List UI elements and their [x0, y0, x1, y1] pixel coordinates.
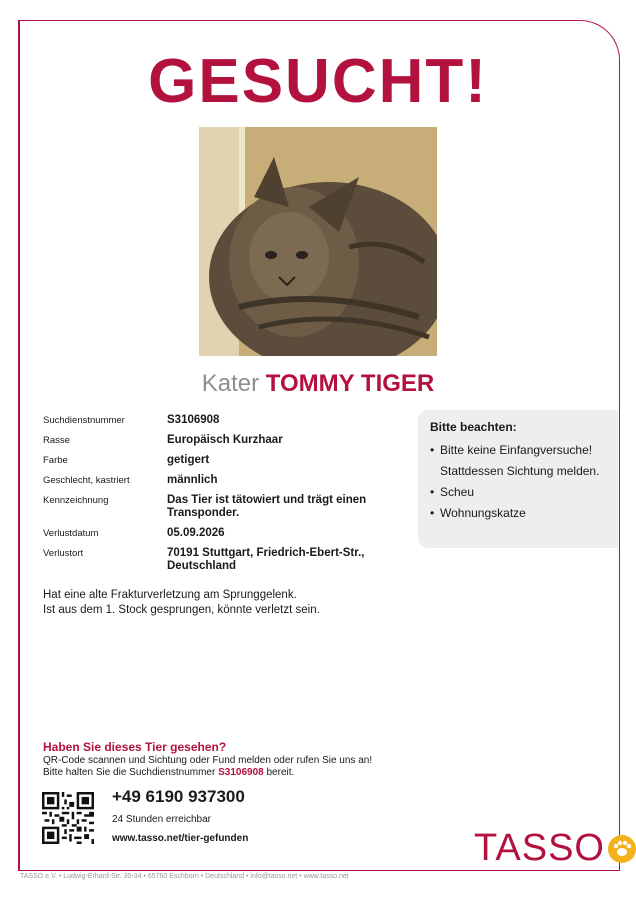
detail-label: Rasse: [43, 435, 70, 446]
detail-label: Farbe: [43, 455, 68, 466]
hours-text: 24 Stunden erreichbar: [112, 814, 211, 825]
description-line: Ist aus dem 1. Stock gesprungen, könnte verletzt sein.: [43, 604, 320, 616]
detail-label: Verlustdatum: [43, 528, 99, 539]
description: [43, 588, 543, 618]
detail-value: Europäisch Kurzhaar: [167, 434, 283, 446]
detail-label: Verlustort: [43, 548, 84, 559]
detail-row: [43, 547, 393, 573]
detail-label: Kennzeichnung: [43, 495, 109, 506]
tasso-logo: [474, 827, 636, 870]
footer-address: TASSO e.V. • Ludwig-Erhard-Str. 30-34 • 65760 Eschborn • Deutschland • info@tasso.net • www.tasso.net: [20, 873, 349, 880]
qr-code[interactable]: [42, 792, 94, 844]
phone-number[interactable]: +49 6190 937300: [112, 787, 245, 806]
call-to-action: [43, 740, 463, 779]
detail-row: [43, 474, 393, 487]
detail-value: getigert: [167, 454, 210, 466]
notice-title: Bitte beachten:: [430, 420, 517, 434]
detail-row: [43, 494, 393, 520]
notice-item: • Bitte keine Einfangversuche! Stattdessen Sichtung melden.: [430, 440, 606, 482]
detail-value: 70191 Stuttgart, Friedrich-Ebert-Str., Deutschland: [167, 547, 365, 572]
cta-text: Bitte halten Sie die Suchdienstnummer: [43, 767, 216, 778]
search-number: S3106908: [218, 767, 264, 778]
pet-details: [43, 414, 393, 580]
notice-box: [418, 410, 618, 548]
poster-frame-left: [18, 20, 20, 871]
poster-title: GESUCHT!: [148, 47, 488, 116]
notice-item: • Scheu: [430, 482, 606, 503]
detail-row: [43, 527, 393, 540]
notice-list: [430, 440, 606, 524]
detail-row: [43, 414, 393, 427]
cta-line: QR-Code scannen und Sichtung oder Fund melden oder rufen Sie uns an!: [43, 755, 373, 766]
cat-photo: [199, 127, 437, 356]
pet-kind: Kater: [201, 370, 260, 397]
detail-value: Das Tier ist tätowiert und trägt einen Transponder.: [167, 494, 367, 519]
detail-value: männlich: [167, 474, 218, 486]
notice-item: • Wohnungskatze: [430, 503, 606, 524]
cta-heading: Haben Sie dieses Tier gesehen?: [43, 740, 227, 754]
paw-icon: [607, 834, 636, 864]
cta-line: [43, 767, 463, 779]
detail-value: S3106908: [167, 414, 220, 426]
detail-label: Geschlecht, kastriert: [43, 475, 130, 486]
cta-text: bereit.: [266, 767, 295, 778]
website-link[interactable]: www.tasso.net/tier-gefunden: [112, 833, 249, 844]
logo-text: TASSO: [474, 827, 605, 869]
detail-row: [43, 434, 393, 447]
description-line: Hat eine alte Frakturverletzung am Sprunggelenk.: [43, 589, 297, 601]
detail-label: Suchdienstnummer: [43, 415, 125, 426]
detail-row: [43, 454, 393, 467]
pet-headline: [0, 370, 636, 398]
pet-name: TOMMY TIGER: [265, 370, 435, 397]
detail-value: 05.09.2026: [167, 527, 225, 539]
